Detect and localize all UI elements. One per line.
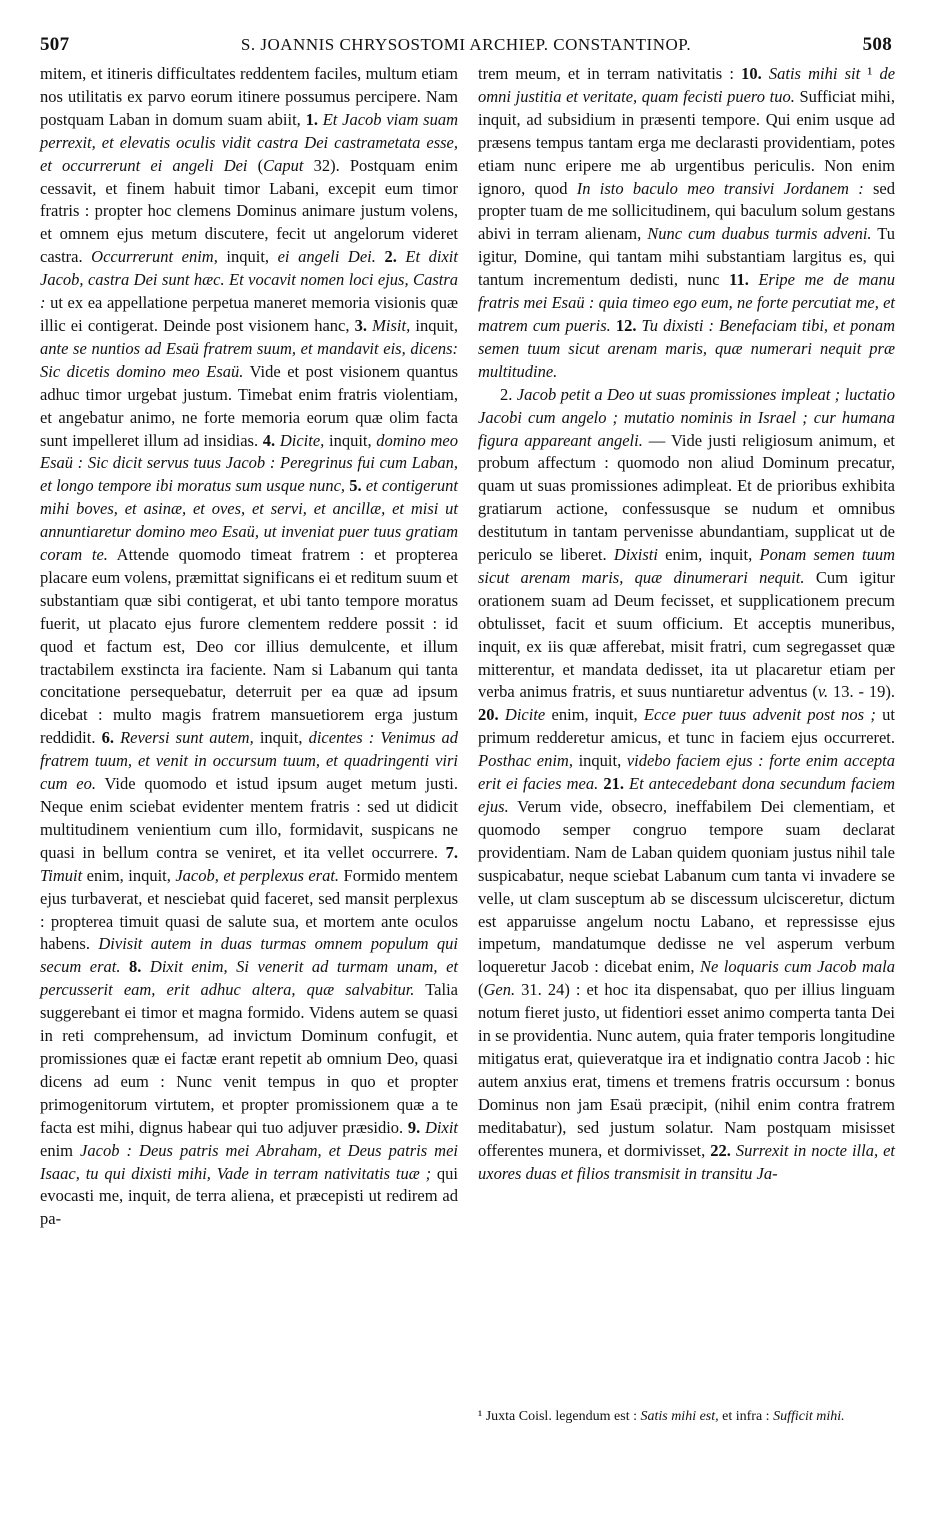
left-italic-segment: et contigerunt mihi boves, et asinæ, et oves, et servi, et ancillæ, et misi ut annuntiaretur domino meo Esaü, ut inveniat puer tuus gratiam coram te.: [40, 476, 458, 565]
left-page-number: 507: [40, 34, 70, 55]
right-p2-text-segment: 13. - 19).: [828, 682, 895, 702]
right-p2-italic-segment: Ne loquaris cum Jacob mala: [699, 957, 895, 977]
left-text-segment: Vide et post visionem quantus adhuc timor urgebat justum. Timebat enim fratris violentiam, et angebatur animo, ne forte memoria eorum quæ olim facta sunt impelleret illum ad insidias.: [40, 361, 458, 450]
left-verse-number-segment: 2.: [375, 247, 406, 267]
left-italic-segment: Et dixit Jacob, castra Dei sunt hæc. Et vocavit nomen loci ejus, Castra :: [40, 247, 458, 313]
right-p2-text-segment: 2.: [500, 384, 517, 404]
right-p2-text-segment: inquit,: [572, 751, 627, 771]
right-p2-italic-segment: Gen.: [483, 980, 516, 1000]
right-p2-text-segment: (: [478, 980, 484, 1000]
right-p1-italic-segment: Tu dixisti : Benefaciam tibi, et ponam semen tuum sicut arenam maris, quæ numerari nequit præ multitudine.: [478, 315, 895, 381]
footnote-marker: ¹: [478, 1409, 483, 1424]
right-p1-italic-segment: Nunc cum duabus turmis adveni.: [647, 224, 872, 244]
right-p2-text-segment: enim, inquit,: [657, 545, 760, 565]
right-p2-text-segment: ut primum redderetur amicus, et tunc in faciem ejus occurreret.: [478, 705, 895, 748]
left-text-segment: Talia suggerebant ei timor et magna formido. Videns autem se quasi in reti comprehensum, ad invictum Dominum confugit, et promissiones quæ ei factæ erant repetit ab omnium Deo, quasi dicens ad eum : Nunc venit tempus in quo et propter primogenitorum virtutem, et propter promissionem quæ a te facta est mihi, dignus habear qui tuo adjuver præsidio.: [40, 980, 458, 1137]
right-p2-italic-segment: v.: [817, 682, 829, 702]
right-p1-italic-segment: de omni justitia et veritate, quam fecisti puero tuo.: [478, 64, 896, 106]
left-italic-segment: ante se nuntios ad Esaü fratrem suum, et mandavit eis, dicens: Sic dicetis domino meo Esaü.: [40, 338, 458, 381]
left-text-segment: enim, inquit,: [82, 865, 176, 885]
footnote-italic-a: Satis mihi est,: [640, 1409, 719, 1424]
left-italic-segment: domino meo Esaü : Sic dicit servus tuus Jacob : Peregrinus fui cum Laban, et longo tempore ibi moratus sum usque nunc,: [40, 430, 458, 496]
right-p2-verse-number-segment: 22.: [710, 1140, 736, 1160]
left-italic-segment: Misit,: [372, 315, 411, 335]
left-text-segment: ut ex ea appellatione perpetua maneret memoria visionis quæ illic ei contigerat. Deinde post visionem hanc,: [40, 293, 458, 335]
left-column: [40, 63, 458, 1231]
right-p2-italic-segment: Dicite: [504, 705, 546, 725]
left-italic-segment: Jacob : Deus patris mei Abraham, et Deus patris mei Isaac, tu qui dixisti mihi, Vade in terram nativitatis tuæ ;: [40, 1140, 458, 1183]
left-verse-number-segment: 8.: [120, 957, 150, 977]
right-p1-text-segment: sed propter tuam de me sollicitudinem, qui baculum solum gestans abivi in terram alienam,: [478, 178, 895, 244]
left-text-segment: (: [247, 155, 264, 175]
right-p2-italic-segment: Jacob petit a Deo ut suas promissiones impleat ; luctatio Jacobi cum angelo ; mutatio nominis in Israel ; cur humana figura appareant angeli.: [478, 384, 895, 450]
right-p1-text-segment: Tu igitur, Domine, qui tantam mihi substantiam largitus es, qui tantum incrementum dedisti, nunc: [478, 224, 896, 290]
right-p2-text-segment: enim, inquit,: [545, 705, 644, 725]
page-header: [40, 34, 892, 60]
footnote-italic-b: Sufficit mihi.: [773, 1409, 845, 1424]
left-text-segment: inquit,: [217, 247, 278, 267]
right-p1-italic-segment: Eripe me de manu fratris mei Esaü : quia timeo ego eum, ne forte percutiat me, et matrem cum pueris.: [478, 270, 896, 335]
right-p1-text-segment: Sufficiat mihi, inquit, ad subsidium in præsenti tempore. Qui enim usque ad præsens tempus tantam erga me declarasti providentiam, potes etiam nunc eripere me ab urgentibus periculis. Non enim ignoro, quod: [478, 86, 895, 198]
left-italic-segment: Timuit: [40, 865, 83, 885]
left-text-segment: inquit,: [410, 315, 458, 335]
left-text-segment: Attende quomodo timeat fratrem : et propterea placare eum volens, præmittat significans ei et reditum suum et substantiam quæ sibi contigerat, et ubi tanto tempore moratus fuerit, ut placato ejus furore clementem reddere possit : id quod et factum est, Deo cor illius demulcente, et illum tractabilem exstincta ira faciente. Nam si Labanum qui tanta concitatione persequebatur, deterruit per ea quæ ad ipsum dicebat : multo magis fratrem mansuetiorem erga justum reddidit.: [40, 545, 458, 748]
right-p2-text-segment: 31. 24) : et hoc ita dispensabat, quo per illius linguam notum fieret justo, ut fidentiori esset animo comperta tanta Dei in se providentia. Nunc autem, quia frater temporis longitudine mitigatus erat, quieveratque ira et indignatio contra Jacob : hic autem anxius erat, timens et tremens fratris occursum : bonus Dominus non jam Esaü præcipit, (nihil enim contra fratrem meditabatur), sed justum solatur. Nam postquam misisset offerentes munera, et dormivisset,: [478, 980, 895, 1160]
running-title: S. JOANNIS CHRYSOSTOMI ARCHIEP. CONSTANTINOP.: [240, 35, 692, 54]
right-p1-italic-segment: Satis mihi sit: [768, 64, 861, 83]
left-italic-segment: Dixit: [425, 1117, 458, 1137]
left-italic-segment: Caput: [263, 155, 304, 175]
right-p2-italic-segment: Dixisti: [613, 545, 658, 565]
left-verse-number-segment: 7.: [445, 842, 458, 862]
left-text-segment: 32). Postquam enim cessavit, et finem habuit timor Labani, excepit eum timor fratris : propter hoc clemens Dominus animare justum volens, et omnem ejus metum discutere, fecit ut angelorum videret castra.: [40, 155, 459, 267]
footnote-text-a: Juxta Coisl. legendum est :: [482, 1409, 641, 1424]
right-p2-verse-number-segment: 21.: [598, 774, 630, 794]
left-italic-segment: dicentes : Venimus ad fratrem tuum, et venit in occursum tuum, et quadringenti viri cum eo.: [40, 728, 458, 794]
right-p2-text-segment: — Vide justi religiosum animum, et probum affectum : quomodo non aliud Dominum precatur, quam ut suas promissiones adimpleat. Et de prioribus exhibita gratiarum actione, confessusque se nudum et omnibus destitutum in tantam pervenisse abundantiam, supplicat ut de periculo se liberet.: [478, 430, 895, 565]
left-verse-number-segment: 9.: [407, 1117, 425, 1137]
left-italic-segment: Occurrerunt enim,: [91, 247, 218, 267]
right-p2-italic-segment: Surrexit in nocte illa, et uxores duas et filios transmisit in transitu Ja-: [478, 1140, 896, 1183]
right-p2-italic-segment: Et antecedebant dona secundum faciem ejus.: [478, 774, 896, 816]
right-p2-italic-segment: videbo faciem ejus : forte enim accepta erit ei facies mea.: [478, 751, 896, 794]
left-italic-segment: Dicite,: [279, 430, 325, 450]
right-paragraph-2: [478, 384, 895, 1186]
left-italic-segment: Reversi sunt autem,: [120, 728, 254, 748]
right-p1-verse-number-segment: 12.: [610, 315, 642, 335]
footnote: [478, 1408, 895, 1426]
left-verse-number-segment: 5.: [345, 476, 366, 496]
left-verse-number-segment: 6.: [101, 728, 121, 748]
right-p2-italic-segment: Ecce puer tuus advenit post nos ;: [643, 705, 876, 725]
right-p2-verse-number-segment: 20.: [478, 705, 505, 725]
left-paragraph: [40, 63, 458, 1231]
left-italic-segment: ei angeli Dei.: [277, 247, 376, 267]
left-text-segment: inquit,: [253, 728, 309, 748]
right-p1-text-segment: trem meum, et in terram nativitatis :: [478, 64, 742, 83]
right-p1-verse-number-segment: 10.: [741, 64, 769, 83]
left-text-segment: Vide quomodo et istud ipsum auget metum justi. Neque enim sciebat evidenter mentem fratris : sed ut didicit multitudinem venientium cum illo, formidavit, suspicans ne quasi in bellum contra se veniret, et ita vellet occurrere.: [40, 774, 458, 862]
left-verse-number-segment: 3.: [354, 315, 373, 335]
left-text-segment: inquit,: [324, 430, 377, 450]
left-italic-segment: Jacob, et perplexus erat.: [175, 865, 340, 885]
left-italic-segment: Et Jacob viam suam perrexit, et elevatis oculis vidit castra Dei castrametata esse, et occurrerunt ei angeli Dei: [40, 109, 459, 175]
footnote-text-b: et infra :: [718, 1409, 774, 1424]
right-p1-text-segment: ¹: [860, 64, 880, 83]
left-text-segment: qui evocasti me, inquit, de terra aliena, et præcepisti ut redirem ad pa-: [40, 1163, 458, 1229]
right-p2-text-segment: Cum igitur orationem suam ad Deum fecisset, et supplicationem precum obtulisset, facit et suum officium. Et acceptis muneribus, inquit, ex iis quæ afferebat, misit fratri, cum segregasset quæ mitterentur, et mandata dedisset, ita ut placaretur etiam per verba animus fratris, et suus nuntiaretur adventus (: [478, 567, 895, 702]
right-p2-italic-segment: Ponam semen tuum sicut arenam maris, quæ dinumerari nequit.: [478, 545, 896, 587]
right-p2-text-segment: Verum vide, obsecro, ineffabilem Dei clementiam, et quomodo semper congruo tempore suam declarat providentiam. Nam de Laban quidem quoniam justus nihil tale suspicabatur, neque sciebat Labanum cum tanta vi invadere se velle, ut clam susceptum ab se discessum ulcisceretur, dictum est apparuisse angelum noctu Labano, et repressisse ejus impetum, mandatumque dedisse ne vel asperum verbum loqueretur Jacob : dicebat enim,: [478, 797, 895, 977]
left-text-segment: mitem, et itineris difficultates reddentem faciles, multum etiam nos utilitatis ex parvo eorum itinere possumus percipere. Nam postquam Laban in domum suam abiit,: [40, 64, 458, 129]
right-p1-verse-number-segment: 11.: [729, 270, 759, 290]
left-verse-number-segment: 1.: [305, 109, 323, 129]
left-verse-number-segment: 4.: [262, 430, 280, 450]
left-text-segment: enim: [40, 1140, 81, 1160]
right-p2-italic-segment: Posthac enim,: [478, 751, 573, 771]
left-italic-segment: Divisit autem in duas turmas omnem populum qui secum erat.: [40, 934, 458, 977]
left-italic-segment: Dixit enim, Si venerit ad turmam unam, et percusserit eam, erit adhuc altera, quæ salvabitur.: [40, 957, 458, 1000]
right-page-number: 508: [862, 34, 892, 55]
right-paragraph-1: [478, 63, 895, 384]
left-text-segment: Formido mentem ejus turbaverat, et nesciebat quid faceret, sed mansit perplexus : propterea timuit quasi de salute sua, et mortem ante oculos habens.: [40, 865, 458, 954]
right-p1-italic-segment: In isto baculo meo transivi Jordanem :: [576, 178, 864, 198]
right-column: [478, 63, 895, 1185]
